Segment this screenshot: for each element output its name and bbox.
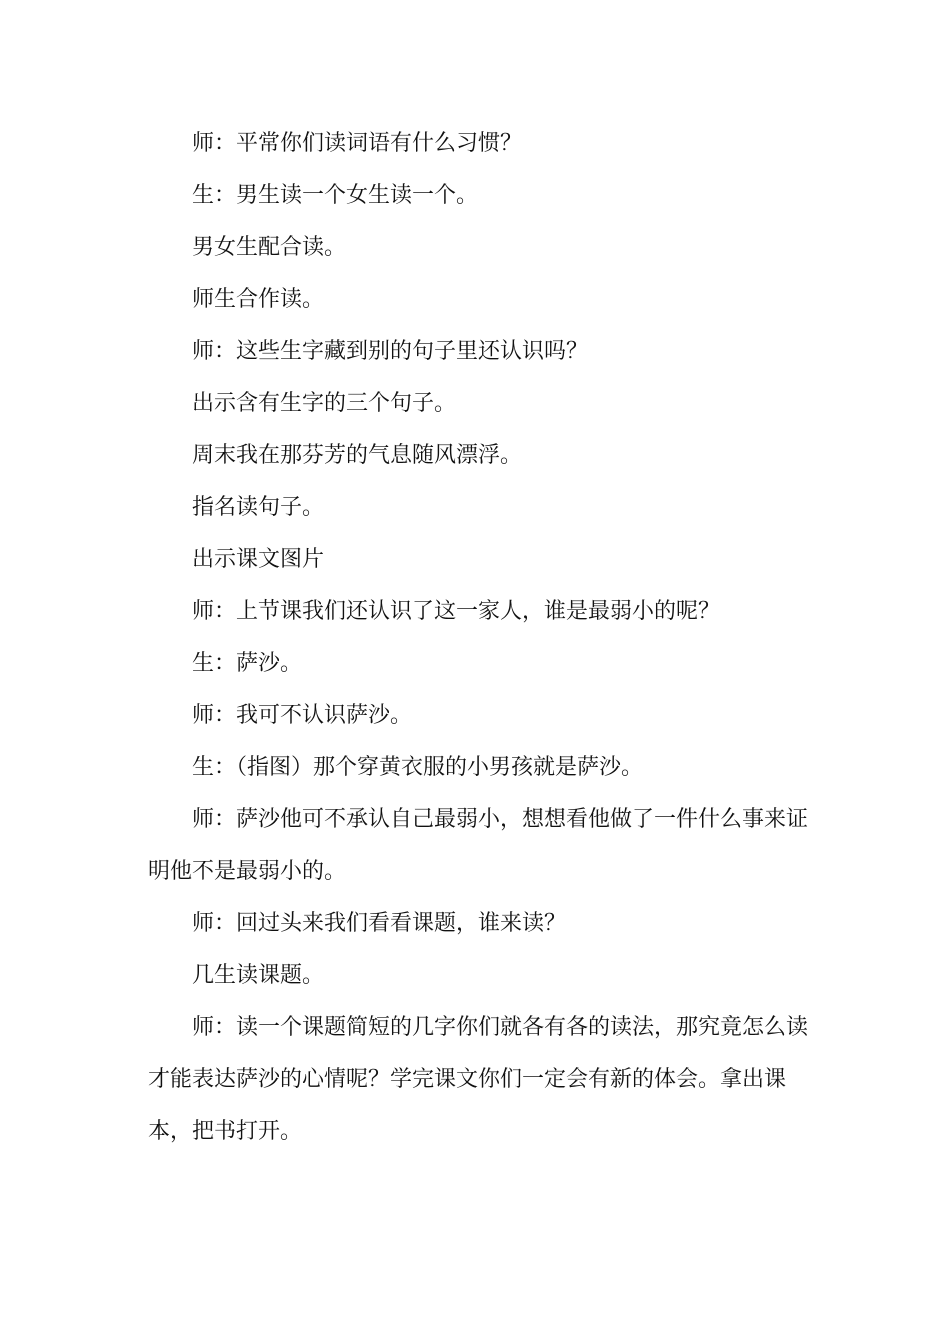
paragraph-6: 出示含有生字的三个句子。 — [192, 391, 457, 416]
paragraph-1: 师：平常你们读词语有什么习惯？ — [192, 131, 523, 156]
paragraph-5: 师：这些生字藏到别的句子里还认识吗？ — [192, 339, 589, 364]
paragraph-2: 生：男生读一个女生读一个。 — [192, 183, 479, 208]
paragraph-11: 生：萨沙。 — [192, 651, 303, 676]
paragraph-7: 周末我在那芬芳的气息随风漂浮。 — [192, 443, 523, 468]
paragraph-13: 生：（指图）那个穿黄衣服的小男孩就是萨沙。 — [192, 755, 644, 780]
paragraph-16: 几生读课题。 — [192, 963, 325, 988]
document-page — [148, 118, 808, 1158]
paragraph-4: 师生合作读。 — [192, 287, 325, 312]
paragraph-12: 师：我可不认识萨沙。 — [192, 703, 413, 728]
paragraph-17: 师：读一个课题简短的几字你们就各有各的读法，那究竟怎么读才能表达萨沙的心情呢？学完课文你们一定会有新的体会。拿出课本，把书打开。 — [148, 1015, 809, 1144]
paragraph-3: 男女生配合读。 — [192, 235, 347, 260]
paragraph-10: 师：上节课我们还认识了这一家人，谁是最弱小的呢？ — [192, 599, 721, 624]
paragraph-9: 出示课文图片 — [192, 547, 325, 572]
paragraph-15: 师：回过头来我们看看课题，谁来读？ — [192, 911, 567, 936]
paragraph-14: 师：萨沙他可不承认自己最弱小，想想看他做了一件什么事来证明他不是最弱小的。 — [148, 807, 809, 884]
paragraph-8: 指名读句子。 — [192, 495, 325, 520]
